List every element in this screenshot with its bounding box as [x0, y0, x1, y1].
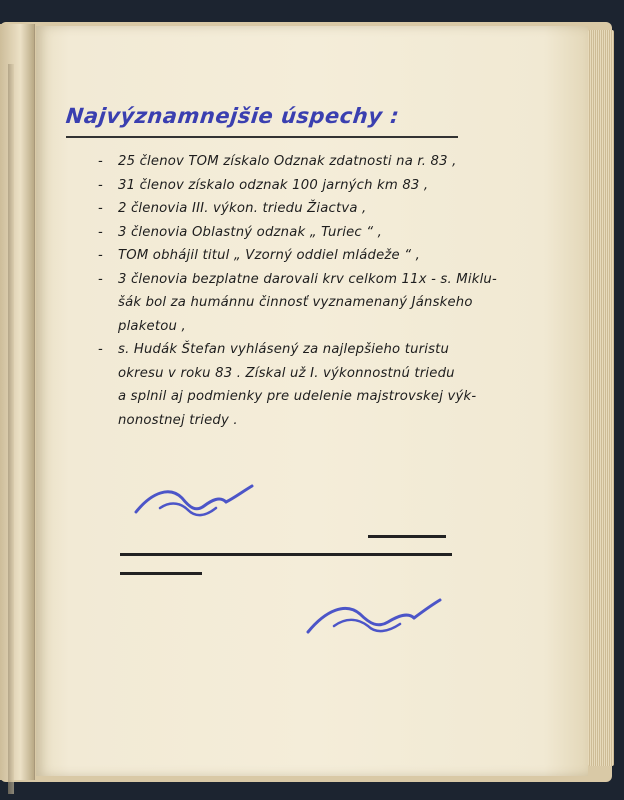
- achievement-text: 2 členovia III. výkon. triedu Žiactva ,: [118, 201, 367, 216]
- achievement-text: TOM obhájil titul „ Vzorný oddiel mládeže “ ,: [118, 248, 421, 263]
- wave-ornament-upper: [130, 478, 270, 528]
- wave-ornament-lower: [300, 592, 450, 642]
- list-item: [100, 268, 520, 339]
- spine-shadow: [8, 64, 14, 794]
- achievement-text: 3 členovia Oblastný odznak „ Turiec “ ,: [118, 224, 383, 240]
- achievement-text: 3 členovia bezplatne darovali krv celkom 11x - s. Miklu- šák bol za humánnu činnosť vyznamenaný Jánskeho plaketou ,: [118, 271, 497, 334]
- bullet-dash: -: [98, 177, 103, 193]
- short-rule-left: [120, 572, 202, 575]
- achievement-text: s. Hudák Štefan vyhlásený za najlepšieho turistu okresu v roku 83 . Získal už I. výkonnostnú triedu a splnil aj podmienky pre udelenie majstrovskej výk- nonostnej triedy .: [118, 342, 477, 428]
- bullet-dash: -: [98, 248, 103, 263]
- long-rule: [120, 553, 452, 556]
- page-stack-edge: [588, 30, 614, 766]
- achievement-text: 25 členov TOM získalo Odznak zdatnosti na r. 83 ,: [118, 154, 457, 169]
- bullet-dash: -: [98, 154, 103, 169]
- list-item: [100, 197, 520, 221]
- title-underline: [66, 136, 458, 138]
- left-page-edge: [0, 24, 35, 780]
- bullet-dash: -: [98, 201, 103, 216]
- list-item: [100, 338, 520, 432]
- bullet-dash: -: [98, 271, 103, 287]
- list-item: [100, 174, 520, 198]
- list-item: [100, 150, 520, 174]
- bullet-dash: -: [98, 224, 103, 240]
- achievement-text: 31 členov získalo odznak 100 jarných km 83 ,: [118, 177, 429, 193]
- bullet-dash: -: [98, 342, 103, 357]
- list-item: [100, 221, 520, 245]
- list-item: [100, 244, 520, 268]
- achievement-list: [100, 150, 520, 432]
- page-title: Najvýznamnejšie úspechy :: [64, 104, 401, 128]
- short-rule-right: [368, 535, 446, 538]
